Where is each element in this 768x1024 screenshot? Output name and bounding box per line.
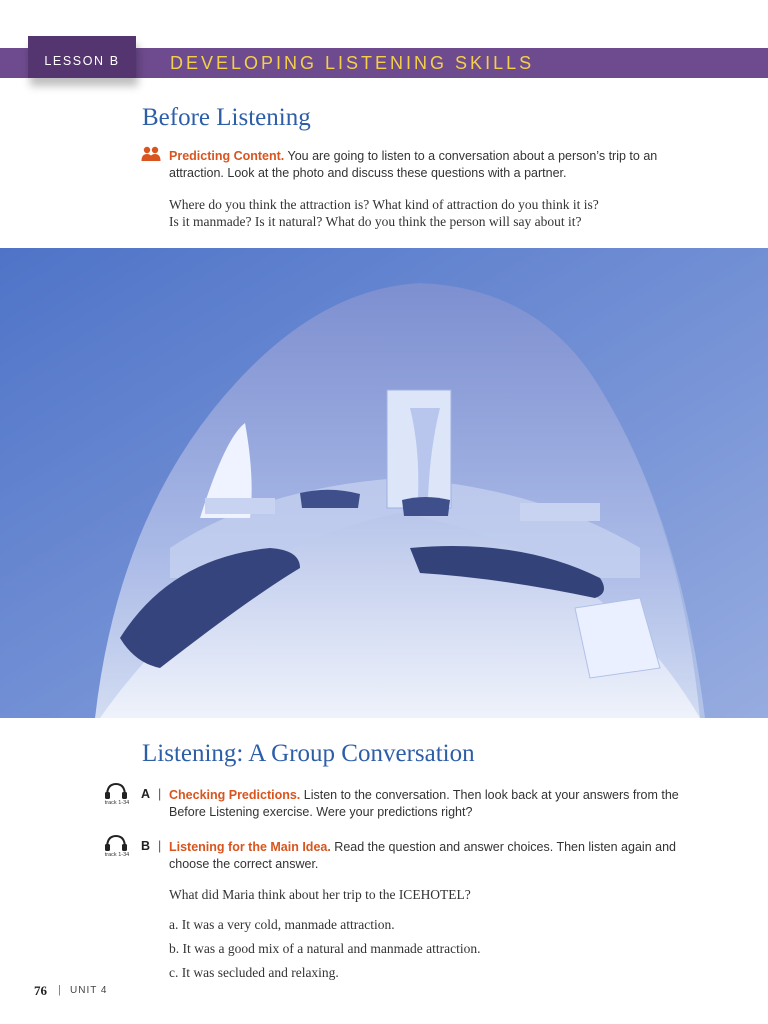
instruction-line-1: You are going to listen to a conversation about a person’s trip to an — [284, 149, 658, 163]
listening-heading: Listening: A Group Conversation — [142, 740, 475, 767]
discussion-question-2: Is it manmade? Is it natural? What do you think the person will say about it? — [169, 214, 582, 229]
headphones-icon — [102, 782, 130, 800]
unit-label: UNIT 4 — [70, 985, 108, 996]
section-title: DEVELOPING LISTENING SKILLS — [170, 53, 535, 73]
track-label: track 1-34 — [104, 852, 130, 858]
audio-track-icon[interactable] — [102, 782, 130, 810]
audio-track-icon[interactable] — [102, 834, 130, 862]
answer-choice-a[interactable]: a. It was a very cold, manmade attraction. — [169, 917, 395, 932]
exercise-b-instructions — [169, 839, 709, 873]
exercise-b-separator: | — [158, 839, 162, 853]
checking-predictions-lead: Checking Predictions. — [169, 788, 301, 802]
main-idea-question: What did Maria think about her trip to the ICEHOTEL? — [169, 887, 471, 902]
predicting-content-lead: Predicting Content. — [169, 149, 285, 163]
exercise-a-instructions — [169, 787, 709, 821]
lesson-tab — [28, 36, 136, 78]
instruction-line-2: attraction. Look at the photo and discuss these questions with a partner. — [169, 166, 567, 180]
page-number: 76 — [34, 983, 47, 998]
track-label: track 1-34 — [104, 800, 130, 806]
predicting-content-instructions — [169, 148, 709, 182]
exercise-a-line-1: Listen to the conversation. Then look back at your answers from the — [300, 788, 679, 802]
lesson-label: LESSON B — [44, 54, 120, 68]
exercise-a-separator: | — [158, 787, 162, 801]
main-idea-lead: Listening for the Main Idea. — [169, 840, 331, 854]
exercise-b-line-2: choose the correct answer. — [169, 857, 319, 871]
before-listening-heading: Before Listening — [142, 104, 311, 131]
exercise-b-letter: B — [141, 839, 151, 853]
answer-choice-c[interactable]: c. It was secluded and relaxing. — [169, 965, 339, 980]
headphones-icon — [102, 834, 130, 852]
ice-hotel-photo — [0, 248, 768, 718]
exercise-b-line-1: Read the question and answer choices. Then listen again and — [330, 840, 676, 854]
footer-separator: | — [58, 984, 61, 996]
pair-work-icon — [141, 146, 161, 164]
ice-hotel-illustration — [0, 248, 768, 718]
answer-choice-b[interactable]: b. It was a good mix of a natural and manmade attraction. — [169, 941, 481, 956]
exercise-a-letter: A — [141, 787, 151, 801]
discussion-question-1: Where do you think the attraction is? What kind of attraction do you think it is? — [169, 197, 599, 212]
exercise-a-line-2: Before Listening exercise. Were your predictions right? — [169, 805, 473, 819]
